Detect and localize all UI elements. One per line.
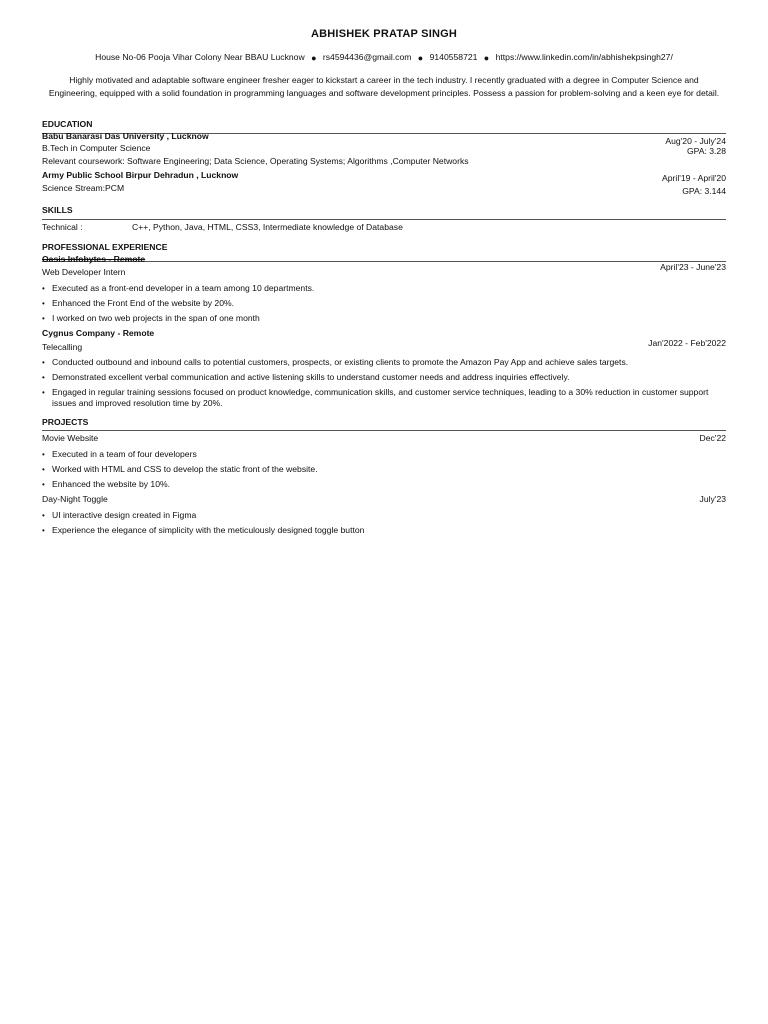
list-item: • Enhanced the website by 10%. [42,479,726,490]
job-role: Web Developer Intern [42,267,126,278]
skill-value: C++, Python, Java, HTML, CSS3, Intermediate knowledge of Database [132,222,403,233]
skill-label: Technical : [42,222,83,233]
education-entry [42,170,726,196]
coursework: Relevant coursework: Software Engineering; Data Science, Operating Systems; Algorithms ,Computer Networks [42,156,469,167]
linkedin-link[interactable]: https://www.linkedin.com/in/abhishekpsingh27/ [495,51,673,62]
education-dates: Aug'20 - July'24 [665,135,726,146]
address: House No-06 Pooja Vihar Colony Near BBAU Lucknow [95,51,305,62]
section-title-education: EDUCATION [42,119,93,129]
skills-section [42,205,726,232]
section-title-skills: SKILLS [42,205,73,216]
list-item: • I worked on two web projects in the span of one month [42,313,726,324]
project-entry [42,494,726,536]
list-item: • Enhanced the Front End of the website by 20%. [42,298,726,309]
company-name: Cygnus Company - Remote [42,328,155,339]
project-bullets [42,449,726,490]
separator-dot-icon: ● [311,52,317,63]
job-entry [42,328,726,408]
project-entry [42,433,726,490]
company-name: Oasis Infobytes - Remote [42,253,146,264]
email-link[interactable]: rs4594436@gmail.com [322,51,412,62]
skill-row [42,222,726,233]
project-name: Day-Night Toggle [42,494,108,505]
gpa: GPA: 3.144 [682,185,726,196]
job-dates: Jan'2022 - Feb'2022 [648,337,726,348]
education-entry [42,131,726,167]
section-title-projects: PROJECTS [42,416,89,427]
candidate-name: ABHISHEK PRATAP SINGH [311,28,457,40]
job-bullets [42,357,726,409]
resume-page [42,28,726,540]
education-dates: April'19 - April'20 [662,172,726,183]
gpa: GPA: 3.28 [686,146,726,157]
summary: Highly motivated and adaptable software engineer fresher eager to kickstart a career in the tech industry. I recently graduated with a degree in Computer Science and Engineering, equipped with a solid foundation in programming languages and software development principles. Possess a passion for problem-solving and a keen eye for detail. [48,75,720,98]
list-item: • Experience the elegance of simplicity with the meticulously designed toggle button [42,525,726,536]
degree: B.Tech in Computer Science [42,143,151,154]
separator-dot-icon: ● [417,52,424,63]
section-divider [42,219,726,220]
degree: Science Stream:PCM [42,182,125,193]
project-name: Movie Website [42,433,99,444]
job-bullets [42,283,726,324]
project-date: July'23 [699,494,726,505]
projects-section [42,417,726,536]
contact-line [42,52,726,63]
list-item: • Engaged in regular training sessions focused on product knowledge, communication skills, and customer service techniques, leading to a 30% reduction in customer support issues and improved resolution time by 20%. [42,387,726,409]
experience-section [42,242,726,409]
section-title-experience: PROFESSIONAL EXPERIENCE [42,241,168,252]
project-bullets [42,510,726,536]
list-item: • UI interactive design created in Figma [42,510,726,521]
section-divider [42,430,726,431]
list-item: • Worked with HTML and CSS to develop the static front of the website. [42,464,726,475]
project-date: Dec'22 [699,433,726,444]
job-dates: April'23 - June'23 [660,262,726,273]
phone-number: 9140558721 [429,51,478,62]
school-name: Army Public School Birpur Dehradun , Lucknow [42,169,239,180]
job-entry [42,254,726,324]
job-role: Telecalling [42,341,83,352]
education-section [42,119,726,196]
list-item: • Executed in a team of four developers [42,449,726,460]
list-item: • Demonstrated excellent verbal communication and active listening skills to understand customer needs and address inquiries effectively. [42,372,726,383]
list-item: • Conducted outbound and inbound calls to potential customers, prospects, or existing clients to promote the Amazon Pay App and achieve sales targets. [42,357,726,368]
separator-dot-icon: ● [483,52,490,63]
school-name: Babu Banarasi Das University , Lucknow [42,130,209,141]
list-item: • Executed as a front-end developer in a team among 10 departments. [42,283,726,294]
